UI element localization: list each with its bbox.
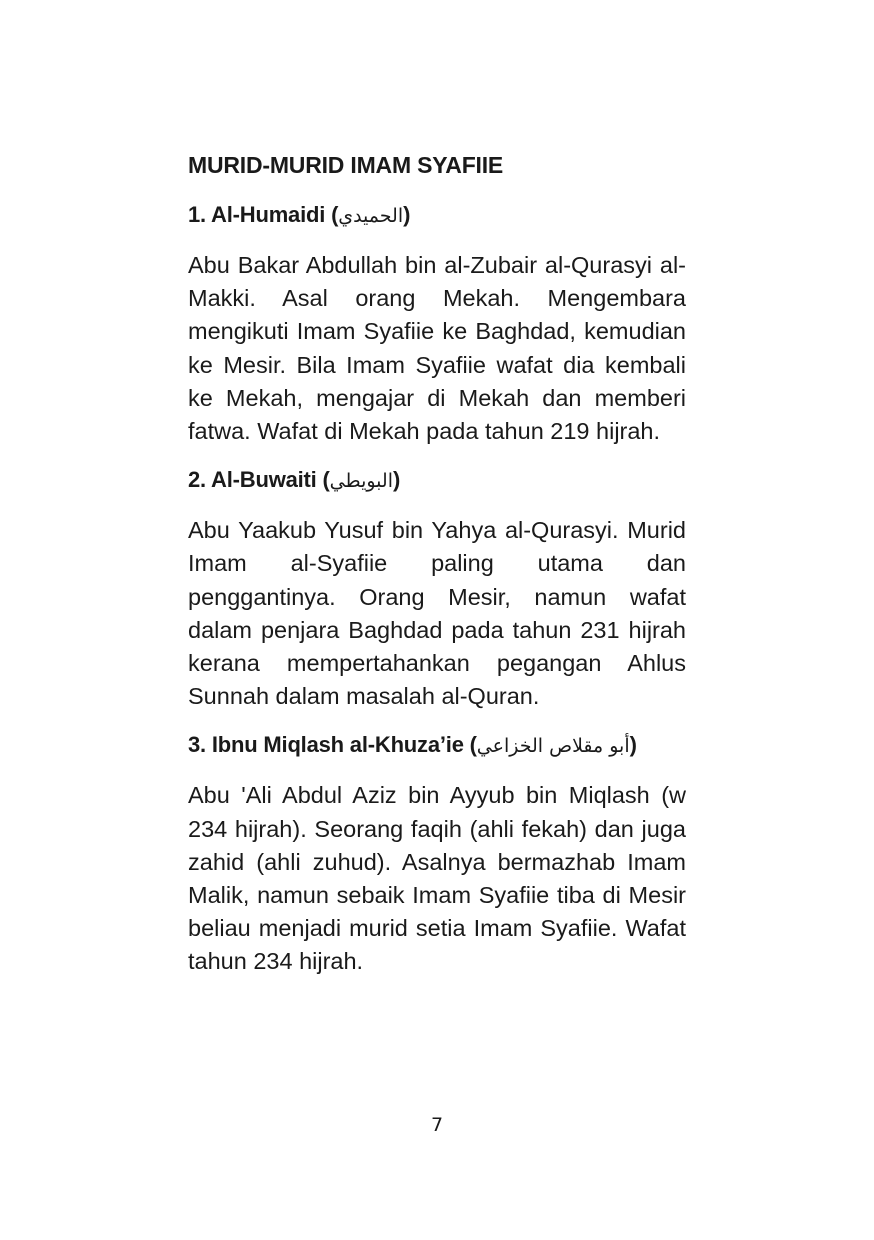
section-heading <box>188 200 686 231</box>
section-al-humaidi <box>188 200 686 448</box>
section-heading <box>188 465 686 496</box>
chapter-title: MURID-MURID IMAM SYAFIIE <box>188 152 504 178</box>
heading-close: ) <box>403 202 411 227</box>
heading-close: ) <box>629 732 637 758</box>
heading-arabic: أبو مقلاص الخزاعي <box>476 735 630 758</box>
section-body: Abu 'Ali Abdul Aziz bin Ayyub bin Miqlash (w 234 hijrah). Seorang faqih (ahli fekah) dan juga zahid (ahli zuhud). Asalnya bermazhab Imam Malik, namun sebaik Imam Syafiie tiba di Mesir beliau menjadi murid setia Imam Syafiie. Wafat tahun 234 hijrah. <box>188 782 686 975</box>
section-ibnu-miqlash <box>188 730 686 978</box>
page-number: 7 <box>430 1114 444 1136</box>
section-heading <box>188 730 686 761</box>
section-al-buwaiti <box>188 465 686 713</box>
heading-arabic: الحميدي <box>338 205 404 227</box>
heading-latin: 3. Ibnu Miqlash al-Khuza’ie ( <box>188 732 477 758</box>
section-body: Abu Bakar Abdullah bin al-Zubair al-Qurasyi al-Makki. Asal orang Mekah. Mengembara mengikuti Imam Syafiie ke Baghdad, kemudian ke Mesir. Bila Imam Syafiie wafat dia kembali ke Mekah, mengajar di Mekah dan memberi fatwa. Wafat di Mekah pada tahun 219 hijrah. <box>188 252 686 445</box>
heading-latin: 2. Al-Buwaiti ( <box>188 467 330 493</box>
heading-latin: 1. Al-Humaidi ( <box>188 202 339 227</box>
heading-arabic: البويطي <box>329 470 393 493</box>
page-content <box>188 150 686 996</box>
heading-close: ) <box>392 467 401 493</box>
section-body: Abu Yaakub Yusuf bin Yahya al-Qurasyi. Murid Imam al-Syafiie paling utama dan penggantinya. Orang Mesir, namun wafat dalam penjara Baghdad pada tahun 231 hijrah kerana mempertahankan pegangan Ahlus Sunnah dalam masalah al-Quran. <box>188 517 686 710</box>
